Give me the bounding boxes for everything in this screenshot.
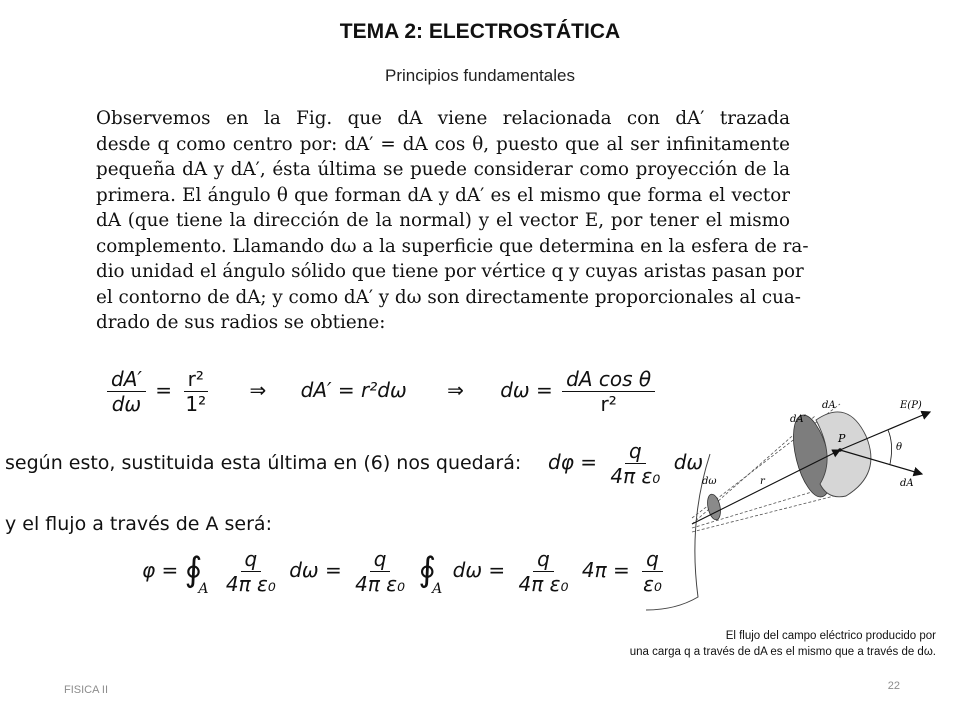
label-dA-prime: dA′: [790, 414, 806, 425]
body-line: pequeña dA y dA′, ésta última se puede considerar como proyección de la: [96, 159, 790, 180]
equation-lhs: dφ =: [548, 450, 598, 474]
figure-caption: [596, 628, 936, 660]
fraction: [181, 368, 210, 415]
label-P: P: [838, 432, 846, 445]
caption-line: una carga q a través de dA es el mismo que a través de dω.: [629, 646, 936, 658]
label-dA: dA: [822, 400, 836, 411]
fraction-denominator: 4π ε₀: [518, 572, 569, 596]
body-line: dio unidad el ángulo sólido que tiene por vértice q y cuyas aristas pasan por: [96, 261, 804, 282]
fraction-denominator: dω: [111, 392, 142, 416]
label-domega: dω: [702, 476, 717, 487]
equation-term: dω =: [289, 558, 342, 582]
equation-term: 4π =: [581, 558, 630, 582]
fraction: [351, 548, 409, 595]
body-paragraph: [96, 106, 809, 336]
fraction: [107, 368, 146, 415]
domega-surface: [705, 493, 722, 521]
body-line: primera. El ángulo θ que forman dA y dA′ es el mismo que forma el vector: [96, 184, 790, 206]
body-line: dA (que tiene la dirección de la normal) y el vector E, por tener el mismo: [96, 210, 790, 231]
caption-line: El flujo del campo eléctrico producido por: [725, 630, 936, 642]
fraction-denominator: 4π ε₀: [225, 572, 276, 596]
label-theta: θ: [896, 442, 903, 453]
implies-arrow: ⇒: [249, 378, 267, 402]
fraction-numerator: q: [241, 548, 262, 572]
equals-sign: =: [155, 378, 173, 402]
fraction-numerator: q: [533, 548, 554, 572]
fraction-numerator: q: [642, 548, 663, 572]
fraction-denominator: ε₀: [643, 572, 662, 596]
equation-lhs: φ =: [142, 558, 179, 582]
point-p: [838, 448, 842, 452]
fraction-numerator: dA cos θ: [562, 368, 655, 392]
fraction: [222, 548, 280, 595]
equation-tail: dω: [673, 450, 704, 474]
intro-text-total-flux: y el flujo a través de A será:: [5, 513, 272, 535]
fraction-numerator: q: [370, 548, 391, 572]
fraction-numerator: dA′: [107, 368, 146, 392]
fraction-denominator: r²: [600, 392, 617, 416]
body-line: Observemos en la Fig. que dA viene relacionada con dA′ trazada: [96, 108, 790, 129]
fraction-denominator: 1²: [185, 392, 207, 416]
fraction: [515, 548, 573, 595]
label-r: r: [760, 476, 765, 487]
slide-subtitle: Principios fundamentales: [385, 66, 575, 85]
body-line: el contorno de dA; y como dA′ y dω son directamente proporcionales al cua-: [96, 286, 801, 308]
contour-integral-sign: $∮_A$: [184, 550, 209, 597]
equation-term: dω =: [452, 558, 506, 582]
fraction-denominator: 4π ε₀: [355, 572, 406, 596]
footer-course: FISICA II: [64, 684, 109, 696]
unit-sphere-arc: [646, 454, 710, 610]
theta-arc: [888, 430, 892, 464]
intro-text-substitution: según esto, sustituida esta última en (6) nos quedará:: [5, 452, 522, 474]
body-line: drado de sus radios se obtiene:: [96, 312, 386, 333]
equation-lhs: dω =: [500, 378, 553, 402]
slide-title: TEMA 2: ELECTROSTÁTICA: [339, 20, 621, 43]
contour-integral-sign: $∮_A$: [418, 550, 443, 597]
fraction-numerator: q: [625, 440, 646, 464]
body-line: complemento. Llamando dω a la superficie que determina en la esfera de ra-: [96, 235, 809, 257]
label-E: E(P): [900, 400, 922, 411]
equation-gauss: [142, 548, 669, 595]
implies-arrow: ⇒: [447, 378, 464, 402]
fraction-denominator: 4π ε₀: [610, 464, 661, 488]
equation-solid-angle: [104, 368, 658, 415]
label-dA-vector: dA: [900, 478, 914, 489]
flux-diagram: [640, 392, 960, 622]
page-number: 22: [887, 680, 900, 692]
fraction-numerator: r²: [184, 368, 208, 392]
equation-middle: dA′ = r²dω: [300, 378, 407, 402]
body-line: desde q como centro por: dA′ = dA cos θ, puesto que al ser infinitamente: [96, 133, 790, 155]
